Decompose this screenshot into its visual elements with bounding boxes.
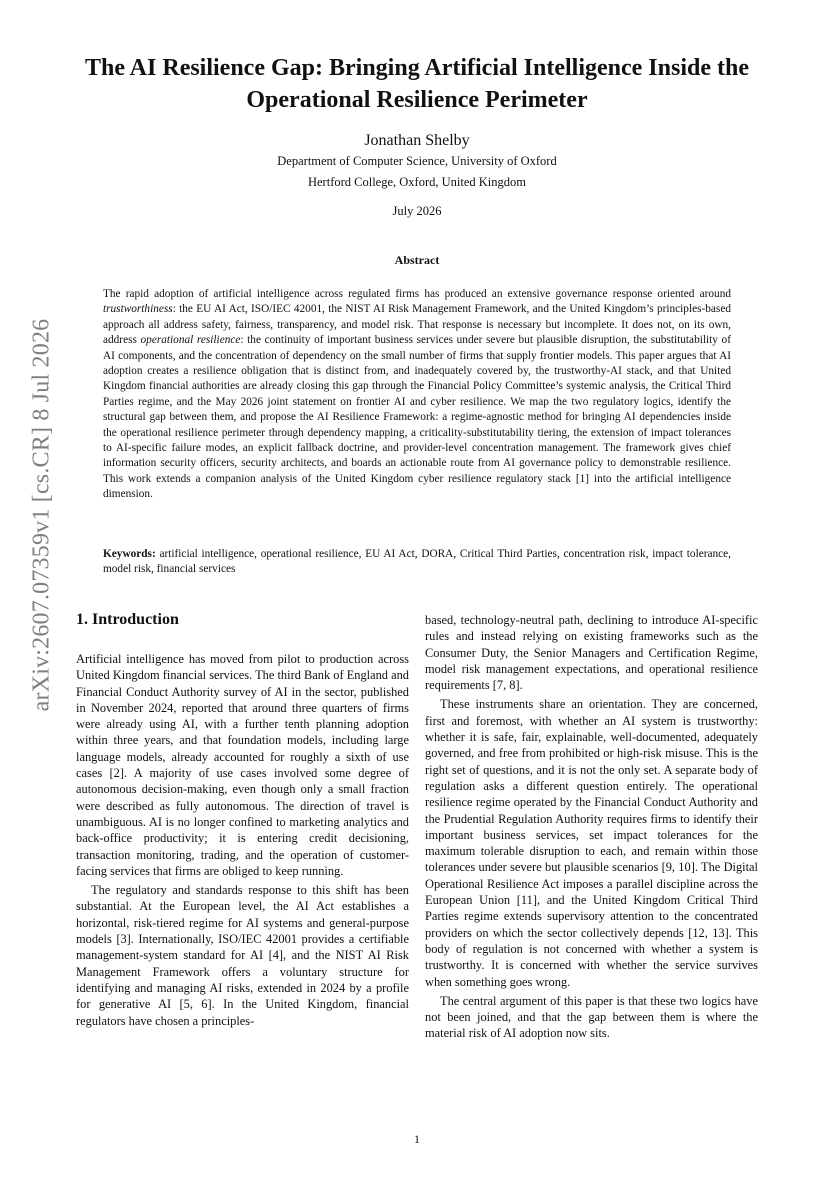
body-paragraph: The central argument of this paper is that these two logics have not been joined, and that the gap between them is where the material risk of AI adoption now sits. bbox=[425, 993, 758, 1041]
page-number: 1 bbox=[414, 1132, 420, 1146]
arxiv-identifier-text: arXiv:2607.07359v1 [cs.CR] 8 Jul 2026 bbox=[28, 318, 55, 712]
abstract-part-3: : the continuity of important business services under severe but plausible disruption, the substitutability of AI components, and the concentration of dependency on the small number of firms that supply frontier models. This paper argues that AI adoption creates a resilience obligation that is distinct from, and inadequately covered by, the trustworthy-AI stack, and that United Kingdom financial authorities are already closing this gap through the Financial Policy Committee’s systemic analysis, the Critical Third Parties regime, and the May 2026 joint statement on frontier AI and cyber resilience. We map the two regulatory logics, identify the structural gap between them, and propose the AI Resilience Framework: a regime-agnostic method for bringing AI dependencies inside the operational resilience perimeter through dependency mapping, a criticality-substitutability tiering, the extension of impact tolerances to AI-specific failure modes, an explicit fallback doctrine, and provider-level concentration management. The framework gives chief information security officers, security architects, and boards an actionable route from AI governance policy to demonstrable resilience. This work extends a companion analysis of the United Kingdom cyber resilience regulatory stack [1] into the artificial intelligence dimension. bbox=[103, 334, 731, 501]
author-affiliation-department: Department of Computer Science, University of Oxford bbox=[277, 154, 557, 168]
keywords bbox=[103, 547, 731, 578]
paper-title: The AI Resilience Gap: Bringing Artificial Intelligence Inside the Operational Resilience Perimeter bbox=[85, 55, 749, 113]
author-name: Jonathan Shelby bbox=[364, 132, 470, 149]
author-affiliation-college: Hertford College, Oxford, United Kingdom bbox=[307, 175, 526, 189]
abstract-emphasis-trustworthiness: trustworthiness bbox=[103, 303, 173, 316]
arxiv-identifier-stamp bbox=[22, 318, 62, 712]
body-paragraph: The regulatory and standards response to this shift has been substantial. At the European level, the AI Act establishes a horizontal, risk-tiered regime for AI systems and general-purpose models [3]. Internationally, ISO/IEC 42001 provides a certifiable management-system standard for AI [4], and the NIST AI Risk Management Framework offers a voluntary structure for identifying and managing AI risks, extended in 2024 by a profile for generative AI [5, 6]. In the United Kingdom, financial regulators have chosen a principles- bbox=[76, 883, 409, 1028]
body-paragraph: Artificial intelligence has moved from pilot to production across United Kingdom financial services. The third Bank of England and Financial Conduct Authority survey of AI in the sector, published in November 2024, reported that around three quarters of firms were already using AI, with a further tenth planning adoption within three years, and that foundation models, including large language models, already accounted for roughly a sixth of use cases [2]. A majority of use cases involved some degree of autonomous decision-making, even though only a small fraction were described as fully autonomous. The direction of travel is unambiguous. AI is no longer confined to marketing analytics and back-office productivity; it is entering credit decisioning, transaction monitoring, trading, and the operation of customer-facing services that firms are obliged to keep running. bbox=[76, 652, 409, 878]
publication-date: July 2026 bbox=[392, 204, 442, 218]
abstract-part-1: The rapid adoption of artificial intelligence across regulated firms has produced an extensive governance response oriented around bbox=[103, 288, 731, 300]
body-paragraph: based, technology-neutral path, declining to introduce AI-specific rules and instead relying on existing frameworks such as the Consumer Duty, the Senior Managers and Certification Regime, model risk management expectations, and operational resilience requirements [7, 8]. bbox=[425, 613, 758, 693]
abstract-heading: Abstract bbox=[394, 253, 440, 267]
abstract-text bbox=[103, 287, 731, 503]
body-column-left bbox=[76, 651, 409, 1032]
body-paragraph: These instruments share an orientation. They are concerned, first and foremost, with whether an AI system is trustworthy: whether it is safe, fair, explainable, well-documented, adequately governed, and free from prohibited or high-risk misuse. This is the right set of questions, and it is not the only set. A separate body of regulation asks a different question entirely. The operational resilience regime operated by the Financial Conduct Authority and the Prudential Regulation Authority requires firms to identify their important business services, set impact tolerances for the maximum tolerable disruption to each, and remain within those tolerances under severe but plausible scenarios [9, 10]. The Digital Operational Resilience Act imposes a parallel discipline across the European Union [11], and the United Kingdom Critical Third Parties regime extends supervisory attention to the concentrated providers on which the sector collectively depends [12, 13]. This body of regulation is not concerned with whether a system is trustworthy. It is concerned with whether the service survives when something goes wrong. bbox=[425, 697, 758, 989]
abstract-emphasis-operational-resilience: operational resilience bbox=[140, 334, 241, 347]
abstract-part-2: : the EU AI Act, ISO/IEC 42001, the NIST AI Risk Management Framework, and the United Kingdom’s principles-based approach all address safety, fairness, transparency, and model risk. That response is necessary but incomplete. It does not, on its own, address bbox=[103, 303, 731, 347]
keywords-list: artificial intelligence, operational resilience, EU AI Act, DORA, Critical Third Parties, concentration risk, impact tolerance, model risk, financial services bbox=[103, 548, 731, 576]
keywords-label: Keywords: bbox=[103, 548, 156, 560]
body-column-right bbox=[425, 612, 758, 1045]
section-heading-introduction: 1. Introduction bbox=[76, 611, 179, 628]
